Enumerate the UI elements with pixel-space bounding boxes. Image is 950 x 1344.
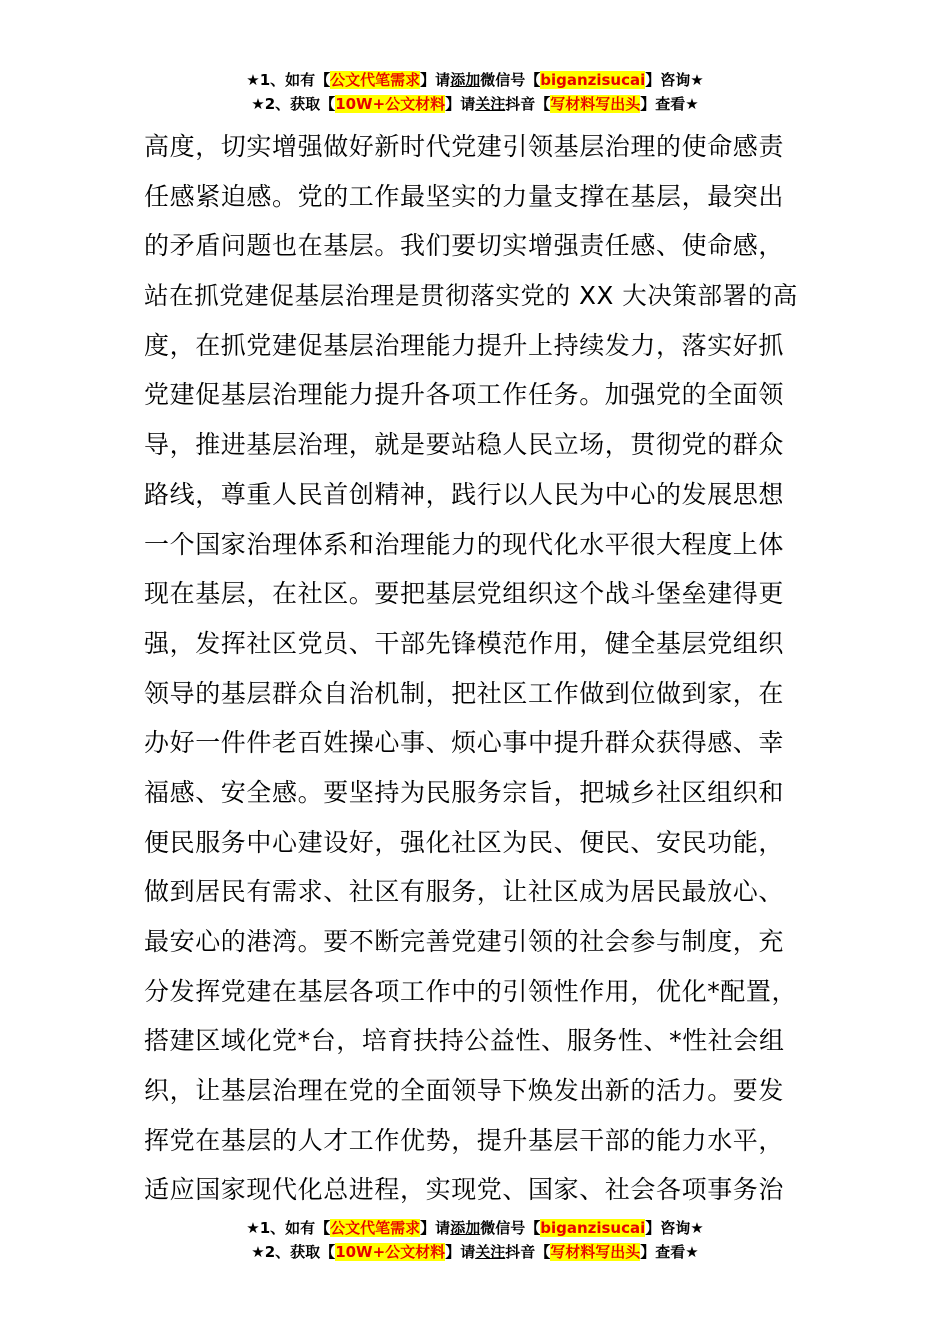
promo-line-1	[0, 68, 950, 92]
promo-text: 】咨询★	[645, 71, 704, 89]
body-line: 办好一件件老百姓操心事、烦心事中提升群众获得感、幸	[144, 728, 785, 758]
star-icon: ★	[251, 1243, 265, 1261]
promo-text: 】请	[445, 1243, 476, 1261]
body-line: 的矛盾问题也在基层。我们要切实增强责任感、使命感，	[144, 231, 785, 261]
body-line: 强，发挥社区党员、干部先锋模范作用，健全基层党组织	[144, 628, 785, 658]
promo-highlight: 公文代笔需求	[330, 1219, 421, 1237]
body-line: 织，让基层治理在党的全面领导下焕发出新的活力。要发	[144, 1076, 785, 1106]
promo-highlight: 写材料写出头	[550, 1243, 641, 1261]
promo-text: 微信号【	[480, 1219, 541, 1237]
promo-text: 2、获取【	[264, 1243, 336, 1261]
header-promo-banner	[0, 68, 950, 116]
promo-underline: 关注	[475, 1243, 506, 1261]
promo-text: 】请	[420, 71, 451, 89]
body-line: 便民服务中心建设好，强化社区为民、便民、安民功能，	[144, 827, 785, 857]
promo-text: 1、如有【	[259, 1219, 331, 1237]
promo-highlight: 10W+公文材料	[335, 95, 446, 113]
promo-line-1	[0, 1216, 950, 1240]
body-line: 任感紧迫感。党的工作最坚实的力量支撑在基层，最突出	[144, 181, 785, 211]
star-icon: ★	[251, 95, 265, 113]
body-line: 挥党在基层的人才工作优势，提升基层干部的能力水平，	[144, 1125, 785, 1155]
footer-promo-banner	[0, 1216, 950, 1264]
promo-highlight: biganzisucai	[540, 71, 646, 89]
promo-text: 】查看★	[640, 95, 699, 113]
promo-highlight: 公文代笔需求	[330, 71, 421, 89]
body-line: 福感、安全感。要坚持为民服务宗旨，把城乡社区组织和	[144, 777, 785, 807]
promo-highlight: 10W+公文材料	[335, 1243, 446, 1261]
body-line: 做到居民有需求、社区有服务，让社区成为居民最放心、	[144, 877, 785, 907]
star-icon: ★	[246, 71, 260, 89]
promo-text: 】咨询★	[645, 1219, 704, 1237]
promo-underline: 关注	[475, 95, 506, 113]
body-line: 分发挥党建在基层各项工作中的引领性作用，优化*配置，	[144, 976, 798, 1006]
body-line: 度，在抓党建促基层治理能力提升上持续发力，落实好抓	[144, 330, 785, 360]
promo-underline: 添加	[450, 71, 481, 89]
body-line: 搭建区域化党*台，培育扶持公益性、服务性、*性社会组	[144, 1026, 785, 1056]
document-body	[144, 122, 809, 1215]
body-line: 领导的基层群众自治机制，把社区工作做到位做到家，在	[144, 678, 785, 708]
promo-text: 微信号【	[480, 71, 541, 89]
promo-highlight: 写材料写出头	[550, 95, 641, 113]
promo-text: 2、获取【	[264, 95, 336, 113]
promo-text: 】请	[420, 1219, 451, 1237]
promo-line-2	[0, 92, 950, 116]
body-line: 路线，尊重人民首创精神，践行以人民为中心的发展思想	[144, 479, 785, 509]
body-line: 站在抓党建促基层治理是贯彻落实党的 XX 大决策部署的高	[144, 281, 798, 311]
body-line: 适应国家现代化总进程，实现党、国家、社会各项事务治	[144, 1175, 785, 1205]
body-line: 最安心的港湾。要不断完善党建引领的社会参与制度，充	[144, 927, 785, 956]
promo-text: 抖音【	[505, 95, 551, 113]
body-line: 一个国家治理体系和治理能力的现代化水平很大程度上体	[144, 529, 785, 559]
body-line: 高度，切实增强做好新时代党建引领基层治理的使命感责	[144, 132, 785, 161]
star-icon: ★	[246, 1219, 260, 1237]
promo-text: 抖音【	[505, 1243, 551, 1261]
body-line: 导，推进基层治理，就是要站稳人民立场，贯彻党的群众	[144, 430, 785, 460]
promo-highlight: biganzisucai	[540, 1219, 646, 1237]
promo-text: 1、如有【	[259, 71, 331, 89]
body-line: 党建促基层治理能力提升各项工作任务。加强党的全面领	[144, 380, 785, 410]
promo-text: 】查看★	[640, 1243, 699, 1261]
promo-line-2	[0, 1240, 950, 1264]
promo-text: 】请	[445, 95, 476, 113]
promo-underline: 添加	[450, 1219, 481, 1237]
body-line: 现在基层，在社区。要把基层党组织这个战斗堡垒建得更	[144, 579, 785, 609]
